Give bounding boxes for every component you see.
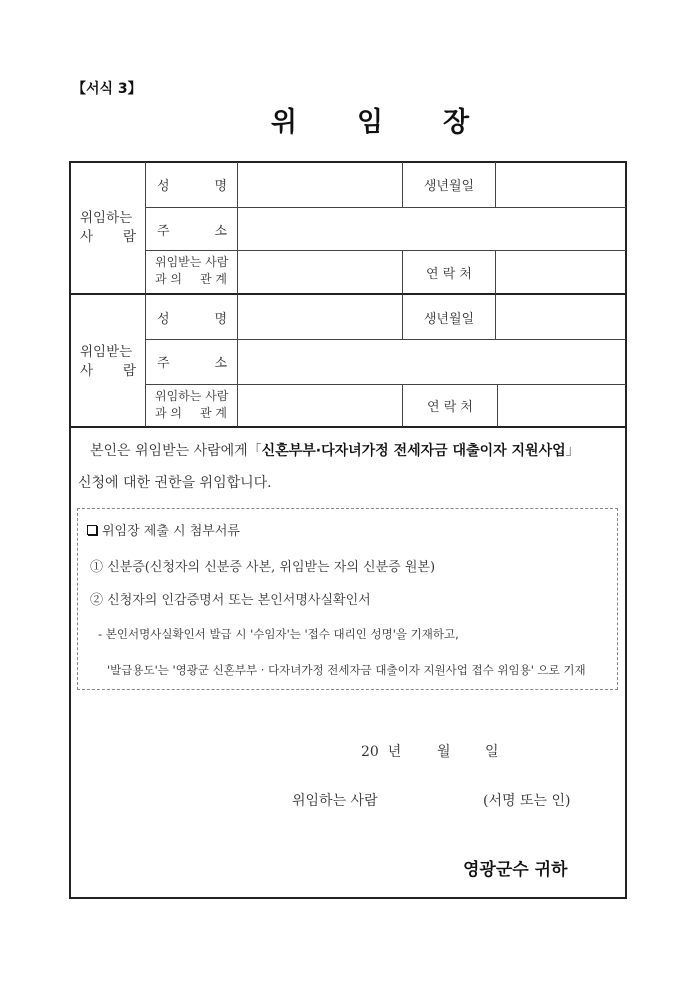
checkbox-square-icon <box>87 525 97 535</box>
title-char: 장 <box>443 107 470 138</box>
delegate-group-label: 위임받는 사 람 <box>80 344 136 379</box>
delegator-birth-field[interactable] <box>496 162 626 207</box>
title-char: 위 <box>270 107 297 138</box>
delegator-name-field[interactable] <box>238 162 402 207</box>
delegate-contact-label: 연 락 처 <box>427 400 473 415</box>
signer-label: 위임하는 사람 <box>292 793 378 809</box>
delegator-relation-label: 위임받는 사람 과 의 관 계 <box>155 255 229 286</box>
attachment-note: - 본인서명사실확인서 발급 시 '수임자'는 '접수 대리인 성명'을 기재하고, <box>98 627 459 641</box>
delegator-birth-label: 생년월일 <box>423 179 475 194</box>
delegator-group-label: 위임하는 사 람 <box>80 210 136 245</box>
attachment-item: ② 신청자의 인감증명서 또는 본인서명사실확인서 <box>90 593 371 608</box>
delegate-birth-field[interactable] <box>496 295 626 339</box>
delegator-relation-field[interactable] <box>238 251 402 293</box>
section-divider <box>69 426 627 428</box>
divider <box>145 295 146 427</box>
delegate-address-label: 주 소 <box>157 356 227 371</box>
delegation-statement-line1: 본인은 위임받는 사람에게「신혼부부·다자녀가정 전세자금 대출이자 지원사업」 <box>90 443 580 459</box>
program-name: 신혼부부·다자녀가정 전세자금 대출이자 지원사업 <box>261 443 566 459</box>
delegate-birth-label: 생년월일 <box>423 311 475 327</box>
date-day: 일 <box>485 744 499 760</box>
date-month: 월 <box>437 744 451 760</box>
form-number-label: 【서식 3】 <box>72 81 142 97</box>
title-char: 임 <box>356 107 384 138</box>
delegate-relation-label: 위임하는 사람 과 의 관 계 <box>155 389 229 420</box>
delegation-statement-line2: 신청에 대한 권한을 위임합니다. <box>78 475 272 491</box>
signature-hint: (서명 또는 인) <box>483 793 571 809</box>
divider <box>145 162 146 294</box>
delegator-contact-label: 연 락 처 <box>426 266 472 282</box>
date-year: 20 년 <box>361 744 402 760</box>
addressee: 영광군수 귀하 <box>463 860 568 880</box>
delegator-contact-field[interactable] <box>496 251 626 293</box>
attachment-item: ① 신분증(신청자의 신분증 사본, 위임받는 자의 신분증 원본) <box>90 560 436 575</box>
delegator-address-field[interactable] <box>238 208 626 250</box>
delegate-name-label: 성 명 <box>157 312 227 327</box>
delegate-contact-field[interactable] <box>498 385 626 426</box>
delegate-relation-field[interactable] <box>238 385 402 426</box>
delegator-name-label: 성 명 <box>157 179 227 194</box>
document-title <box>0 100 700 139</box>
attachment-note: '발급용도'는 '영광군 신혼부부 · 다자녀가정 전세자금 대출이자 지원사업 접수 위임용' 으로 기재 <box>107 663 586 677</box>
delegate-name-field[interactable] <box>238 295 402 339</box>
delegate-address-field[interactable] <box>238 340 626 384</box>
delegator-address-label: 주 소 <box>157 224 227 239</box>
attachments-heading: 위임장 제출 시 첨부서류 <box>87 520 240 539</box>
